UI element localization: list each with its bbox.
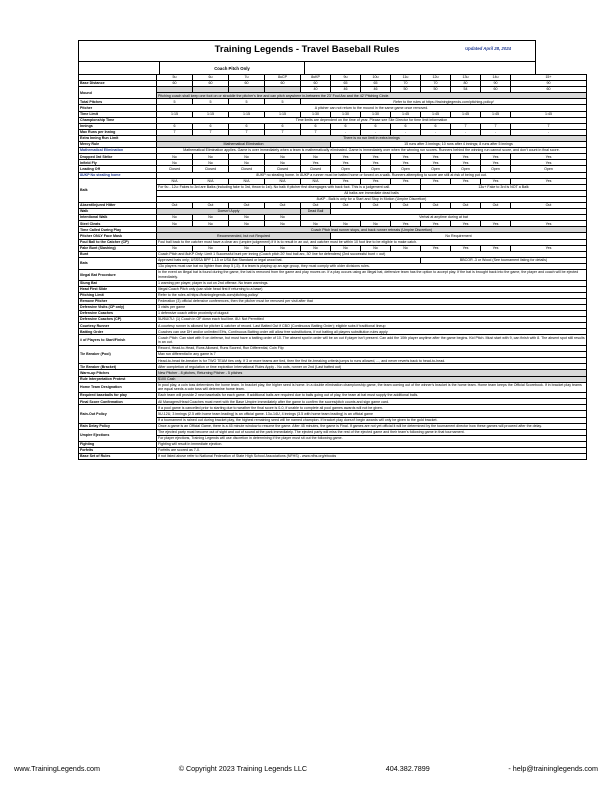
- rule-text: Coaches can use DH and/or unlimited EHs, Continuous Batting order will allow free substitutions, if not batting all players substitution rules apply: [157, 329, 587, 335]
- rule-value: No: [157, 160, 193, 166]
- rule-label: Remove Pitcher: [79, 298, 157, 304]
- rule-value: No: [265, 160, 301, 166]
- rule-text: If a tournament is rained out during bracket play, the highest remaining seed will be named champion. If bracket play doesn't begin awards will only be given to the gold bracket.: [157, 417, 587, 423]
- rule-value: Yes: [451, 221, 481, 227]
- rule-text: 5U-12U, 3 innings (2.5 with home team leading) is an official game. 13u-14U, 4 innings (3.5 with home team leading) is an official game: [157, 411, 587, 417]
- rule-value: N/A: [265, 178, 301, 184]
- rule-text: A courtesy runner is allowed for pitcher & catcher of record. Last Batted Out if CBO (Continuous Batting Order); eligible subs if traditional lineup: [157, 323, 587, 329]
- title-bar: [78, 40, 536, 61]
- rule-value: Yes: [481, 245, 511, 251]
- rule-value: Yes: [331, 154, 361, 160]
- rule-value: N/A: [193, 178, 229, 184]
- rule-text: Verbal at anytime during at bat: [301, 215, 587, 221]
- age-header-8uKP: 8uKP: [301, 75, 331, 81]
- rule-label: Bunt: [79, 251, 157, 257]
- rule-text: Federation (3) official defensive conferences, then the pitcher must be removed per visit after that: [157, 298, 587, 304]
- rule-text: The ejected party must become out of sight and out of sound at the park immediately. The ejected party will miss the rest of the ejected game and their team's following game in that tournament.: [157, 429, 587, 435]
- rule-value: 40: [301, 87, 331, 93]
- rule-value: Yes: [421, 154, 451, 160]
- rule-label: Batting Order: [79, 329, 157, 335]
- rule-label: Pitcher ONLY Face Mask: [79, 233, 157, 239]
- rule-value: -: [391, 129, 421, 135]
- rule-value: 7: [511, 123, 587, 129]
- rule-value: 1:15: [157, 111, 193, 117]
- rule-value: Out: [421, 202, 451, 208]
- rule-value: Out: [391, 202, 421, 208]
- rule-value: 60: [193, 81, 229, 87]
- rule-text: For player ejections, Training Legends will use discretion in determining if the player must sit out the following game.: [157, 435, 587, 441]
- rule-value: No: [229, 221, 265, 227]
- rule-value: 60: [481, 87, 511, 93]
- rule-label: Infield Fly: [79, 160, 157, 166]
- rule-value: No: [361, 221, 391, 227]
- rule-label: Base Set of Rules: [79, 454, 157, 460]
- rule-value: Open: [361, 166, 391, 172]
- rule-value: 1:30: [361, 111, 391, 117]
- rule-text: There is no run limit in extra innings: [157, 135, 587, 141]
- rule-value: 7: [157, 129, 193, 135]
- rule-value: Open: [391, 166, 421, 172]
- rule-row-base-set-of-rules: [79, 454, 587, 460]
- rule-label: Bats: [79, 257, 157, 269]
- age-header-12u: 12u: [421, 75, 451, 81]
- rule-value: Yes: [451, 245, 481, 251]
- rule-label: Head First Slide: [79, 286, 157, 292]
- rule-value: 6: [265, 123, 301, 129]
- rule-label: Dropped 3rd Strike: [79, 154, 157, 160]
- rule-text: 1 warning per player, player is out on 2nd offense. No team warnings.: [157, 280, 587, 286]
- rule-text: Refer to the rules at https://traininglegends.com/pitching-policy/: [157, 292, 587, 298]
- rule-text: Mathematical Elimination applies. Game is over immediately when a team is mathematically eliminated. Game is immediately over when the winning run scores. Runners behind the winning run cannot score, and don't count in final score.: [157, 148, 587, 154]
- rule-value: Yes: [301, 160, 331, 166]
- age-header: [78, 61, 536, 74]
- rule-value: Closed: [193, 166, 229, 172]
- rule-label: Illegal Bat Procedure: [79, 270, 157, 281]
- rule-value: Yes: [391, 154, 421, 160]
- rule-label: Mound: [79, 87, 157, 99]
- rule-text: Illegal Coach Pitch only (can slide head first if returning to a base): [157, 286, 587, 292]
- rule-value: 6: [391, 123, 421, 129]
- rule-value: Open: [331, 166, 361, 172]
- rule-label: Rule Interpretation Protest: [79, 376, 157, 382]
- rule-label: Foul Ball to the Catcher (CP): [79, 239, 157, 245]
- rule-value: No: [265, 215, 301, 221]
- rule-value: 7: [481, 123, 511, 129]
- rule-value: Yes: [421, 245, 451, 251]
- rule-value: 1:15: [193, 111, 229, 117]
- rule-value: 5: [157, 99, 193, 105]
- rule-value: Yes: [481, 178, 511, 184]
- rule-text: Approved bats only; USSSA BPF 1.15 or USA Bat Standard or legal wood bat.: [157, 257, 421, 263]
- rule-value: 60: [301, 81, 331, 87]
- rule-value: Out: [157, 202, 193, 208]
- rule-value: No: [301, 245, 331, 251]
- age-header-8uCP: 8uCP: [265, 75, 301, 81]
- rule-value: Open: [481, 166, 511, 172]
- rule-value: No: [301, 221, 331, 227]
- rule-value: 6: [331, 123, 361, 129]
- rule-value: Open: [421, 166, 451, 172]
- rule-value: No: [157, 245, 193, 251]
- age-header-10u: 10u: [361, 75, 391, 81]
- rule-value: 1:45: [391, 111, 421, 117]
- rule-value: Closed: [157, 166, 193, 172]
- rule-value: -: [361, 129, 391, 135]
- rule-value: No: [391, 245, 421, 251]
- rule-value: 50: [391, 87, 421, 93]
- rule-text: All Managers/Head Coaches must meet with the Base Umpire immediately after the game to confirm the scores/pitch counts and sign game card.: [157, 399, 587, 405]
- rule-value: Yes: [391, 221, 421, 227]
- rule-value: Yes: [361, 160, 391, 166]
- rule-row-of-players-to-start-finish: [79, 335, 587, 346]
- rule-label: Mathematical Elimination: [79, 148, 157, 154]
- footer-copyright: © Copyright 2023 Training Legends LLC: [178, 764, 308, 773]
- rule-text: 1 defensive coach within proximity of dugout: [157, 311, 587, 317]
- rule-value: 1:30: [301, 111, 331, 117]
- rule-value: No: [193, 215, 229, 221]
- rule-row-illegal-bat-procedure: [79, 270, 587, 281]
- rule-label: Pitcher: [79, 105, 157, 111]
- rule-label: Fake Bunt (Slashing): [79, 245, 157, 251]
- rule-label: Max Runs per Inning: [79, 129, 157, 135]
- rule-text: $100 Cash: [157, 376, 587, 382]
- age-header-7u: 7u: [229, 75, 265, 81]
- rule-value: Yes: [511, 245, 587, 251]
- rule-text: 5U/6U/7U: (1) Coach in OF down each foul line. 8U: Not Permitted: [157, 317, 587, 323]
- rule-value: No: [157, 221, 193, 227]
- rule-label: Total Pitches: [79, 99, 157, 105]
- rule-value: Out: [361, 202, 391, 208]
- rule-text: Foul ball back to the catcher must have a clear arc (umpire judgement) if it is to result in an out, and catcher must be within 10 foot line to be eligible to make catch.: [157, 239, 587, 245]
- updated-date: Updated April 28, 2024: [465, 46, 511, 51]
- rule-label: Forfeits: [79, 448, 157, 454]
- rule-label: Championship Time: [79, 117, 157, 123]
- rule-label: Extra Inning Run Limit: [79, 135, 157, 141]
- rules-table: [78, 74, 587, 460]
- rule-value: -: [451, 129, 481, 135]
- rule-value: 60: [157, 81, 193, 87]
- rule-value: No: [193, 160, 229, 166]
- rule-value: Yes: [481, 221, 511, 227]
- coach-pitch-only-label: Coach Pitch Only: [159, 62, 304, 74]
- rule-label: Home Team Designation: [79, 382, 157, 393]
- rule-value: No: [331, 245, 361, 251]
- rule-text: 3 visits per game: [157, 304, 587, 310]
- rule-value: Yes: [451, 178, 481, 184]
- rule-text: Refer to the rules at https://traininglegends.com/pitching-policy/: [301, 99, 587, 105]
- age-header-14u: 14u: [481, 75, 511, 81]
- rule-value: 7: [229, 129, 265, 135]
- rule-label: Innings: [79, 123, 157, 129]
- rule-value: Open: [451, 166, 481, 172]
- rule-value: Yes: [451, 160, 481, 166]
- rule-value: No: [265, 245, 301, 251]
- rule-value: 70: [391, 81, 421, 87]
- rule-text: A pitcher can not return to the mound in the same game once removed.: [157, 105, 587, 111]
- rule-value: N/A: [301, 178, 331, 184]
- rule-text: Coach Pitch: Can start with 9 on defense, but must have a batting order of 10. The absent spot in order will be an out if player isn't present. Can add the 10th player anytime after the game begins. Kid Pitch. Must start with 9, can finish with 8. The absent spot still results in an out.: [158, 335, 585, 345]
- rule-value: 1:45: [481, 111, 511, 117]
- rule-value: Yes: [421, 221, 451, 227]
- rule-value: No: [193, 221, 229, 227]
- rule-value: No: [229, 245, 265, 251]
- rule-label: Required baseballs for play: [79, 393, 157, 399]
- rule-value: -: [331, 129, 361, 135]
- page-title: Training Legends - Travel Baseball Rules: [214, 44, 400, 55]
- rule-label: 8UKP No stealing home: [79, 172, 157, 178]
- rule-value: 6: [193, 123, 229, 129]
- rule-value: Out: [481, 202, 511, 208]
- age-header-9u: 9u: [331, 75, 361, 81]
- rule-value: 54: [451, 87, 481, 93]
- rule-label: Absent/Injured Hitter: [79, 202, 157, 208]
- rule-value: 6: [361, 123, 391, 129]
- rule-value: Yes: [511, 178, 587, 184]
- rule-value: 65: [331, 81, 361, 87]
- rule-value: 65: [361, 81, 391, 87]
- rule-label: Defensive Coaches: [79, 311, 157, 317]
- footer: [14, 764, 598, 773]
- rule-text: If a pool game is cancelled prior to starting due to weather the final score is 0-0, if unable to complete all pool games awards will not be given.: [157, 405, 587, 411]
- rule-value: No: [157, 215, 193, 221]
- rule-value: 50: [421, 87, 451, 93]
- rule-value: Closed: [301, 166, 331, 172]
- rule-value: No: [331, 221, 361, 227]
- rule-value: 1:30: [331, 111, 361, 117]
- rule-value: 1:45: [421, 111, 451, 117]
- rule-label: Tie Breaker (Pool): [79, 346, 157, 364]
- rule-value: Out: [301, 202, 331, 208]
- rule-value: 6: [421, 123, 451, 129]
- rule-row-home-team-designation: [79, 382, 587, 393]
- rule-label: Time Limit: [79, 111, 157, 117]
- footer-website[interactable]: www.TrainingLegends.com: [14, 764, 101, 773]
- rule-value: 7: [265, 129, 301, 135]
- rule-value: 46: [331, 87, 361, 93]
- rule-label: Steel Cleats: [79, 221, 157, 227]
- rule-value: 6: [157, 123, 193, 129]
- rule-text: After completion of regulation or time expiration International Rules Apply - No outs, runner on 2nd (Last batted out): [157, 364, 587, 370]
- rule-value: 60: [511, 87, 587, 93]
- rule-text: Each team will provide 2 new baseballs for each game. If additional balls are required due to balls going out of play, the team at bat must supply the additional balls.: [157, 393, 587, 399]
- rule-value: Yes: [421, 178, 451, 184]
- rule-text: New Pitcher - 8 pitches, Returning Pitcher - 5 pitches: [157, 370, 587, 376]
- rule-value: 1:45: [511, 111, 587, 117]
- rule-value: No: [157, 154, 193, 160]
- rule-label: Final Score Confirmation: [79, 399, 157, 405]
- rule-label: Warm-up Pitches: [79, 370, 157, 376]
- rule-text: Forfeits are scored as 7-0.: [157, 448, 587, 454]
- rule-value: N/A: [229, 178, 265, 184]
- rule-text: If not listed above refer to National Federation of State High School Associations (NFHS) - www.nfhs.org/ebooks: [157, 454, 587, 460]
- age-header-15+: 15+: [511, 75, 587, 81]
- rule-value: No: [193, 154, 229, 160]
- rule-text: BBCOR -3 or Wood (See tournament listing for details): [421, 257, 587, 263]
- rule-value: Out: [193, 202, 229, 208]
- rule-value: Closed: [229, 166, 265, 172]
- rule-value: 1:15: [265, 111, 301, 117]
- rule-value: 60: [229, 81, 265, 87]
- rule-label: Intentional Walk: [79, 215, 157, 221]
- rule-text: No Requirement: [331, 233, 587, 239]
- rule-label: Pitching Limit: [79, 292, 157, 298]
- rule-value: 1:15: [229, 111, 265, 117]
- rule-value: -: [511, 129, 587, 135]
- rule-text: 13u players must use bat no lighter than drop 5 (-5). If a team is playing up an age group, they must comply with older divisions rules.: [157, 263, 587, 269]
- rule-text: Coach Pitch and 8uKP Only: Limit 1 Successful bunt per inning (Coach pitch 20' foul ball arc, 30' line for defenders) (2nd successful bunt = out): [157, 251, 587, 257]
- rule-value: 5: [229, 99, 265, 105]
- rule-label: Mercy Rule: [79, 142, 157, 148]
- rule-label: Leading Off: [79, 166, 157, 172]
- rule-value: Yes: [331, 160, 361, 166]
- rule-text: For 9u - 12u: Fakes to 3rd are Balks (including fake to 3rd, throw to 1st). No balk if pitcher first disengages with back foot. This is a judgement call.: [157, 184, 421, 190]
- rule-value: 5: [193, 99, 229, 105]
- rule-label: Slung Bat: [79, 280, 157, 286]
- rule-value: Out: [511, 202, 587, 208]
- rule-text: 13u+ Fake to 3rd is NOT a Balk: [421, 184, 587, 190]
- rule-value: No: [229, 160, 265, 166]
- rule-value: No: [301, 154, 331, 160]
- rule-value: Yes: [361, 178, 391, 184]
- age-header-5u: 5u: [157, 75, 193, 81]
- rule-value: 7: [301, 129, 331, 135]
- rule-value: Yes: [391, 160, 421, 166]
- rule-value: 7: [451, 123, 481, 129]
- rule-value: 70: [421, 81, 451, 87]
- rule-value: Yes: [421, 160, 451, 166]
- rule-value: Yes: [451, 154, 481, 160]
- rule-text: Mathematical Elimination: [157, 142, 331, 148]
- rule-text: Dead Ball: [301, 209, 331, 215]
- rule-label: Courtesy Runner: [79, 323, 157, 329]
- rule-value: Out: [451, 202, 481, 208]
- rule-text: Max run differential in any game is 7: [157, 352, 587, 358]
- rule-text: Head-to-head tie-breaker is for TWO TEAM ties only. If 3 or more teams are tied, then the first tie-breaking criteria jumps to runs allowed, ..., and never reverts back to head-to-head.: [157, 358, 587, 364]
- rule-value: 6: [301, 123, 331, 129]
- rule-text: 15 runs after 3 innings; 10 runs after 4 innings; 8 runs after 5 innings: [331, 142, 587, 148]
- rule-value: Yes: [511, 154, 587, 160]
- rule-value: No: [229, 154, 265, 160]
- footer-email[interactable]: - help@traininglegends.com: [508, 764, 598, 773]
- rule-value: Out: [265, 202, 301, 208]
- age-header-13u: 13u: [451, 75, 481, 81]
- age-header-6u: 6u: [193, 75, 229, 81]
- rule-value: N/A: [157, 178, 193, 184]
- rule-label: Balk: [79, 178, 157, 202]
- rule-text: In the event an illegal bat is found during the game, the bat is removed from the game and play moves on. If a play occurs using an illegal bat, defensive team has the option to accept play. If the bat is brought back into the game, the player and coach will be ejected immediately.: [157, 270, 587, 281]
- rule-value: 46: [361, 87, 391, 93]
- rule-value: Yes: [511, 221, 587, 227]
- rule-text: All balks are immediate dead balls: [157, 190, 587, 196]
- rule-value: 1:45: [451, 111, 481, 117]
- rules-page: [78, 40, 585, 460]
- rule-label: Defensive Coaches (CP): [79, 317, 157, 323]
- rule-value: No: [361, 245, 391, 251]
- rule-value: Yes: [331, 178, 361, 184]
- age-header-11u: 11u: [391, 75, 421, 81]
- rule-text: Coach Pitch lead runner stops, and back runner retreats (Umpire Discretion): [157, 227, 587, 233]
- rule-label: Base Distance: [79, 81, 157, 87]
- rule-value: 60: [265, 81, 301, 87]
- rule-label: Umpire Ejections: [79, 429, 157, 441]
- rule-text: Recommended, but not Required: [157, 233, 331, 239]
- rule-value: Out: [229, 202, 265, 208]
- rule-value: Yes: [391, 178, 421, 184]
- rule-note: Pitching coach shall keep one foot on or straddle the pitcher's line and can pitch anywhere in-between the 23' Foul Arc and the 42' Pitching Circle.: [157, 93, 587, 99]
- rule-value: 90: [511, 81, 587, 87]
- rule-value: -: [481, 129, 511, 135]
- rule-text: 8UKP no stealing home. In 8UKP a runner must be batted home or forced on a walk. Runners attempting to score are still at risk of being put out.: [157, 172, 587, 178]
- rule-label: Fighting: [79, 441, 157, 447]
- rule-value: Yes: [361, 154, 391, 160]
- rule-value: No: [229, 215, 265, 221]
- rule-value: 7: [193, 129, 229, 135]
- rule-label: Rain Delay Policy: [79, 423, 157, 429]
- rule-text: Time limits are dependent on the time of year. Please see Site Director for time limit information: [157, 117, 587, 123]
- rule-value: No: [265, 154, 301, 160]
- rule-text: Doesn't Apply: [157, 209, 301, 215]
- rule-value: Out: [331, 202, 361, 208]
- footer-phone: 404.382.7899: [385, 764, 430, 773]
- rule-value: Yes: [481, 154, 511, 160]
- rule-value: No: [193, 245, 229, 251]
- rule-label: Walk: [79, 209, 157, 215]
- rule-label: Tie Breaker (Bracket): [79, 364, 157, 370]
- rule-value: 80: [451, 81, 481, 87]
- rule-value: -: [421, 129, 451, 135]
- rule-text: Fighting will result in immediate ejection.: [157, 441, 587, 447]
- rule-value: Yes: [511, 160, 587, 166]
- rule-label: Time Called During Play: [79, 227, 157, 233]
- rule-value: 6: [229, 123, 265, 129]
- rule-text: Once a game is an Official Game, there is a 45 minute window to resume the game. After 45 minutes, the game is Final. If games are not yet official it will be determined by the tournament director how these games will proceed after the delay.: [157, 423, 587, 429]
- rule-value: Yes: [481, 160, 511, 166]
- rule-value: 5: [265, 99, 301, 105]
- rule-text: Record, Head-to-Head, Runs Allowed, Runs Scored, Run Differential, Coin Flip: [157, 346, 587, 352]
- rule-label: Defensive Visits (CP only): [79, 304, 157, 310]
- rule-value: Open: [511, 166, 587, 172]
- rule-value: 90: [481, 81, 511, 87]
- rule-value: Closed: [265, 166, 301, 172]
- rule-label: # of Players to Start/Finish: [79, 335, 157, 346]
- rule-text: 8uKP - Balk is only for a Start and Stop in Motion (Umpire Discretion): [157, 196, 587, 202]
- rule-label: Rain-Out Policy: [79, 405, 157, 423]
- rule-value: No: [265, 221, 301, 227]
- rule-text: In pool play, a coin toss determines the home team. In bracket play, the higher seed is home. In a double elimination championship game, the team coming out of the winner's bracket is the home team. Home team keeps the Official Scorebook. If in bracket play teams are equal seeds a coin toss will determine home team.: [157, 382, 587, 393]
